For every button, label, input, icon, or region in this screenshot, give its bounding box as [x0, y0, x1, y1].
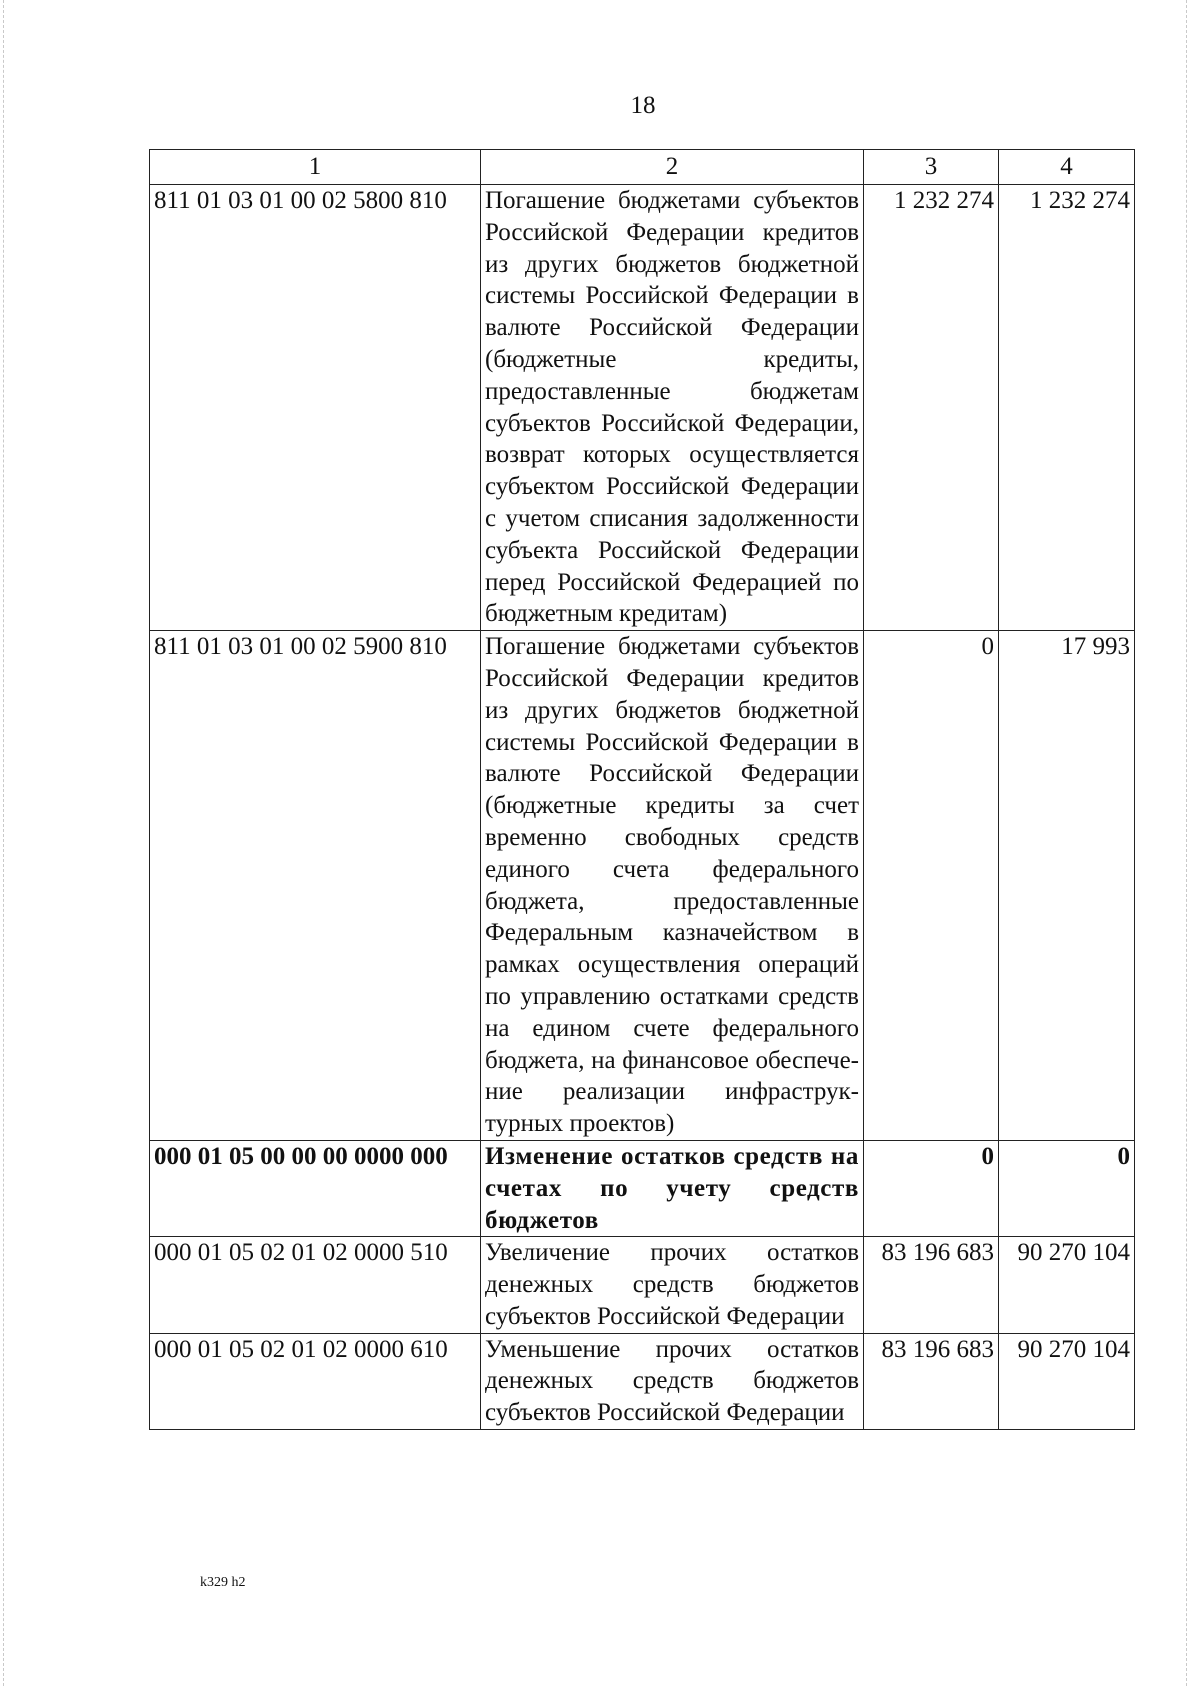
scan-edge-right — [1186, 0, 1187, 1686]
row-code: 811 01 03 01 00 02 5900 810 — [150, 631, 481, 1141]
table-header-row — [150, 150, 1135, 185]
column-header-1: 1 — [150, 150, 481, 185]
row-code: 811 01 03 01 00 02 5800 810 — [150, 185, 481, 631]
table-row — [150, 631, 1135, 1141]
scan-edge-left — [3, 0, 4, 1686]
row-value-col3: 83 196 683 — [864, 1333, 999, 1429]
row-value-col4: 90 270 104 — [999, 1237, 1135, 1333]
row-code: 000 01 05 00 00 00 0000 000 — [150, 1140, 481, 1236]
row-value-col3: 1 232 274 — [864, 185, 999, 631]
row-code: 000 01 05 02 01 02 0000 510 — [150, 1237, 481, 1333]
page-number: 18 — [630, 92, 656, 119]
row-value-col3: 0 — [864, 1140, 999, 1236]
row-value-col3: 0 — [864, 631, 999, 1141]
table-row — [150, 1333, 1135, 1429]
row-description: Погашение бюджетами субъектов Российской Федерации кредитов из других бюджетов бюджетной системы Российской Федерации в валюте Российской Федерации (бюджетные кредиты за счет временно свободных средств единого счета федерального бюджета, предоставленные Федеральным казначейством в рамках осуществления операций по управлению остатками средств на едином счете федерального бюджета, на финансовое обеспечение реализации инфраструктурных проектов) — [481, 631, 864, 1141]
row-code: 000 01 05 02 01 02 0000 610 — [150, 1333, 481, 1429]
column-header-3: 3 — [864, 150, 999, 185]
table-row — [150, 185, 1135, 631]
row-value-col4: 1 232 274 — [999, 185, 1135, 631]
row-value-col3: 83 196 683 — [864, 1237, 999, 1333]
table-row — [150, 1237, 1135, 1333]
column-header-2: 2 — [481, 150, 864, 185]
row-description: Уменьшение прочих остатков денежных средств бюджетов субъектов Российской Федерации — [481, 1333, 864, 1429]
row-value-col4: 17 993 — [999, 631, 1135, 1141]
row-description: Увеличение прочих остатков денежных средств бюджетов субъектов Российской Федерации — [481, 1237, 864, 1333]
column-header-4: 4 — [999, 150, 1135, 185]
table-row-total — [150, 1140, 1135, 1236]
row-value-col4: 0 — [999, 1140, 1135, 1236]
row-value-col4: 90 270 104 — [999, 1333, 1135, 1429]
footer-document-code: k329 h2 — [200, 1575, 246, 1590]
row-description: Погашение бюджетами субъектов Российской Федерации кредитов из других бюджетов бюджетной системы Российской Федерации в валюте Российской Федерации (бюджетные кредиты, предоставленные бюджетам субъектов Российской Федерации, возврат которых осуществляется субъектом Российской Федерации с учетом списания задолженности субъекта Российской Федерации перед Российской Федерацией по бюджетным кредитам) — [481, 185, 864, 631]
budget-table — [149, 149, 1135, 1430]
row-description: Изменение остатков средств на счетах по учету средств бюджетов — [481, 1140, 864, 1236]
